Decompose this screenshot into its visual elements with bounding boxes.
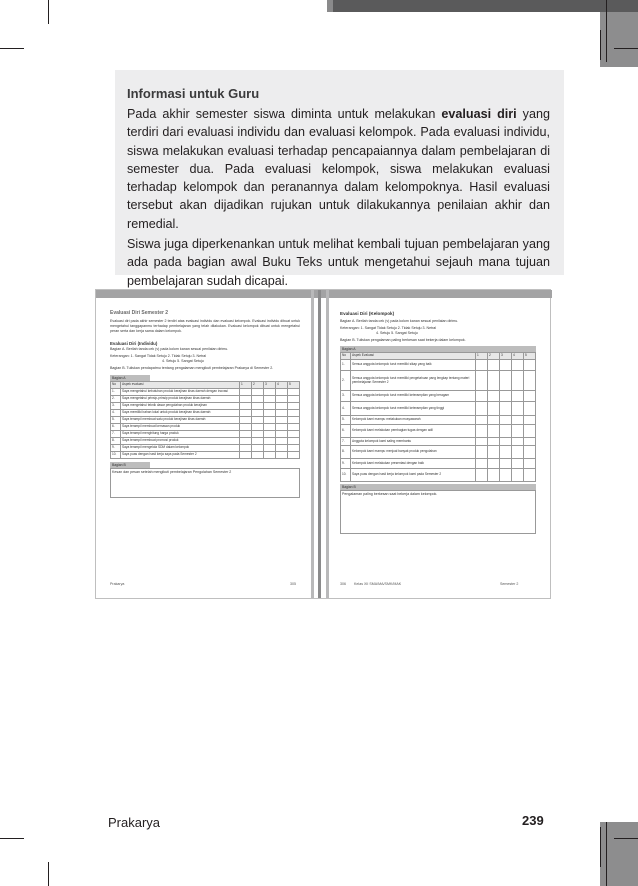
info-text: yang terdiri dari evaluasi individu dan evaluasi kelompok. Pada evaluasi individu, siswa melakukan evaluasi terhadap pencapaiannya dalam pembelajaran di semester dua. Pada evaluasi kelompok, siswa melakukan evaluasi terhadap kelompok dan peranannya dalam kelompoknya. Hasil evaluasi tersebut akan dijadikan rujukan untuk dilakukannya penilaian akhir dan remedial.	[127, 107, 550, 231]
right-page-keterangan-2: 4. Setuju 5. Sangat Setuju	[376, 331, 418, 335]
left-page-bagian-b: Bagian B. Tuliskan pendapatmu tentang pengalaman mengikuti pembelajaran Prakarya di Semester 2.	[110, 366, 274, 370]
crop-mark	[0, 838, 24, 839]
row-aspek: Saya terampil membuat satu produk kerajinan khas daerah	[121, 417, 240, 424]
table-row: 8. Kelompok kami mampu menjual banyak produk pengolahan	[341, 446, 536, 459]
col-score: 3	[264, 382, 276, 389]
right-bagian-b-label: Bagian B	[340, 484, 536, 490]
row-aspek: Saya mengetahui teknik dasar pengolahan produk kerajinan	[121, 403, 240, 410]
row-aspek: Saya terampil membuat kemasan produk	[121, 424, 240, 431]
spread-right-page	[340, 310, 536, 534]
left-bagian-b-box	[110, 468, 300, 498]
left-page-footer-label: Prakarya	[110, 582, 125, 586]
row-aspek: Saya mengetahui prinsip-prinsip produk kerajinan khas daerah	[121, 396, 240, 403]
right-page-footer-semester: Semester 2	[500, 582, 519, 586]
info-paragraph-2: Siswa juga diperkenankan untuk melihat kembali tujuan pembelajaran yang ada pada bagian awal Buku Teks untuk mengetahui sejauh mana tujuan pembelajaran sudah dicapai.	[127, 237, 550, 288]
col-score: 3	[500, 353, 512, 360]
right-page-title: Evaluasi Diri (Kelompok)	[340, 311, 395, 316]
table-row: 1. Saya mengetahui kebutuhan produk kerajinan khas daerah dengan inovasi	[111, 389, 300, 396]
col-no: No	[111, 382, 121, 389]
row-aspek: Semua anggota kelompok turut memiliki sikap yang baik	[351, 360, 476, 371]
footer-page-number: 239	[522, 813, 544, 828]
table-row: 5. Saya terampil membuat satu produk kerajinan khas daerah	[111, 417, 300, 424]
table-row: 8. Saya terampil membuat promosi produk	[111, 438, 300, 445]
table-row: 3. Saya mengetahui teknik dasar pengolahan produk kerajinan	[111, 403, 300, 410]
row-aspek: Saya terampil membuat promosi produk	[121, 438, 240, 445]
row-aspek: Saya memiliki bahan lokal untuk produk kerajinan khas daerah	[121, 410, 240, 417]
left-page-keterangan-2: 4. Setuju 5. Sangat Setuju	[162, 359, 204, 363]
table-row: 3. Semua anggota kelompok turut memiliki keterampilan yang beragam	[341, 391, 536, 402]
col-aspek: Aspek evaluasi	[121, 382, 240, 389]
table-row: 2. Semua anggota kelompok turut memiliki pengetahuan yang lengkap tentang materi pembelajaran Semester 2	[341, 371, 536, 391]
info-paragraph-1	[127, 105, 550, 233]
left-table-label: Bagian A	[110, 375, 150, 381]
left-page-bagian-a: Bagian A. Berilah tanda cek (v) pada kolom kanan sesuai penilaian dirimu.	[110, 347, 229, 351]
table-row: 7. Anggota kelompok kami saling membantu	[341, 438, 536, 446]
spread-top-band	[96, 290, 552, 298]
left-evaluation-table	[110, 381, 300, 459]
table-row: 4. Saya memiliki bahan lokal untuk produk kerajinan khas daerah	[111, 410, 300, 417]
header-bar	[327, 0, 638, 12]
spread-left-page	[110, 310, 300, 498]
register-bar	[606, 822, 607, 886]
col-score: 5	[288, 382, 300, 389]
left-page-footer-number: 305	[290, 582, 296, 586]
row-aspek: Kelompok kami melakukan pembagian tugas dengan adil	[351, 425, 476, 438]
row-aspek: Kelompok kami mampu melakukan musyawarah	[351, 416, 476, 425]
col-no: No	[341, 353, 351, 360]
crop-mark	[614, 838, 638, 839]
left-bagian-b-label: Bagian B	[110, 462, 150, 468]
row-aspek: Semua anggota kelompok turut memiliki keterampilan yang tinggi	[351, 402, 476, 416]
crop-mark	[0, 48, 24, 49]
row-aspek: Semua anggota kelompok turut memiliki pengetahuan yang lengkap tentang materi pembelajaran Semester 2	[351, 371, 476, 391]
right-page-bagian-b: Bagian B. Tuliskan pengalaman paling berkesan saat bekerja dalam kelompok.	[340, 338, 466, 342]
row-aspek: Saya puas dengan hasil kerja kelompok kami pada Semester 2	[351, 469, 476, 482]
row-aspek: Kelompok kami melakukan presentasi dengan baik	[351, 459, 476, 469]
table-row: 6. Saya terampil membuat kemasan produk	[111, 424, 300, 431]
table-row: 5. Kelompok kami mampu melakukan musyawarah	[341, 416, 536, 425]
right-bagian-b-prompt: Pengalaman paling berkesan saat bekerja dalam kelompok.	[342, 492, 438, 496]
register-bar	[606, 0, 607, 62]
book-spread-image	[95, 289, 551, 599]
crop-mark	[48, 0, 49, 24]
left-page-intro: Evaluasi diri pada akhir semester 2 terdiri atas evaluasi individu dan evaluasi kelompok. Evaluasi individu dibuat untuk mengetahui tanggapanmu terhadap pembelajaran yang telah dilakukan. Evaluasi kelompok dibuat untuk mengetahui peran serta dan kerja sama dalam kelompok.	[110, 319, 300, 333]
crop-mark	[48, 862, 49, 886]
right-bagian-b-box	[340, 490, 536, 534]
row-aspek: Saya mengetahui kebutuhan produk kerajinan khas daerah dengan inovasi	[121, 389, 240, 396]
col-aspek: Aspek Evaluasi	[351, 353, 476, 360]
col-score: 2	[488, 353, 500, 360]
table-row: 10. Saya puas dengan hasil kerja saya pada Semester 2	[111, 452, 300, 459]
register-bar	[600, 30, 601, 60]
col-score: 4	[276, 382, 288, 389]
right-page-keterangan: Keterangan: 1. Sangat Tidak Setuju 2. Tidak Setuju 3. Netral	[340, 326, 437, 330]
info-text: Pada akhir semester siswa diminta untuk melakukan	[127, 107, 442, 121]
crop-mark	[614, 48, 638, 49]
left-bagian-b-prompt: Kesan dan pesan setelah mengikuti pembelajaran Pengolahan Semester 2	[112, 470, 232, 474]
left-page-keterangan: Keterangan: 1. Sangat Tidak Setuju 2. Tidak Setuju 3. Netral	[110, 354, 207, 358]
col-score: 1	[240, 382, 252, 389]
spread-gutter	[311, 290, 314, 598]
table-row: 2. Saya mengetahui prinsip-prinsip produk kerajinan khas daerah	[111, 396, 300, 403]
left-page-title: Evaluasi Diri Semester 2	[110, 310, 169, 316]
left-page-subtitle: Evaluasi Diri (Individu)	[110, 341, 158, 346]
table-row: 10. Saya puas dengan hasil kerja kelompok kami pada Semester 2	[341, 469, 536, 482]
row-aspek: Saya terampil menghitung harga produk	[121, 431, 240, 438]
row-aspek: Semua anggota kelompok turut memiliki keterampilan yang beragam	[351, 391, 476, 402]
footer-book-title: Prakarya	[108, 815, 161, 830]
right-page-footer-class: Kelas XII SMA/MA/SMK/MAK	[354, 582, 402, 586]
info-bold-term: evaluasi diri	[441, 107, 517, 121]
table-row: 9. Saya terampil mengelola SDM dalam kelompok	[111, 445, 300, 452]
spread-gutter	[318, 290, 321, 598]
table-row: 6. Kelompok kami melakukan pembagian tugas dengan adil	[341, 425, 536, 438]
col-score: 1	[476, 353, 488, 360]
col-score: 5	[524, 353, 536, 360]
spread-gutter	[326, 290, 329, 598]
row-aspek: Anggota kelompok kami saling membantu	[351, 438, 476, 446]
right-page-footer-number: 306	[340, 582, 346, 586]
row-aspek: Saya puas dengan hasil kerja saya pada Semester 2	[121, 452, 240, 459]
col-score: 4	[512, 353, 524, 360]
right-evaluation-table	[340, 352, 536, 482]
col-score: 2	[252, 382, 264, 389]
right-page-bagian-a: Bagian A. Berilah tanda cek (v) pada kolom kanan sesuai penilaian dirimu.	[340, 319, 459, 323]
right-table-label: Bagian A	[340, 346, 536, 352]
teacher-info-box	[115, 70, 564, 288]
register-bar	[600, 827, 601, 867]
info-title: Informasi untuk Guru	[127, 86, 260, 101]
table-row: 7. Saya terampil menghitung harga produk	[111, 431, 300, 438]
row-aspek: Saya terampil mengelola SDM dalam kelompok	[121, 445, 240, 452]
table-row: 1. Semua anggota kelompok turut memiliki sikap yang baik	[341, 360, 536, 371]
table-row: 4. Semua anggota kelompok turut memiliki keterampilan yang tinggi	[341, 402, 536, 416]
row-aspek: Kelompok kami mampu menjual banyak produk pengolahan	[351, 446, 476, 459]
table-row: 9. Kelompok kami melakukan presentasi dengan baik	[341, 459, 536, 469]
